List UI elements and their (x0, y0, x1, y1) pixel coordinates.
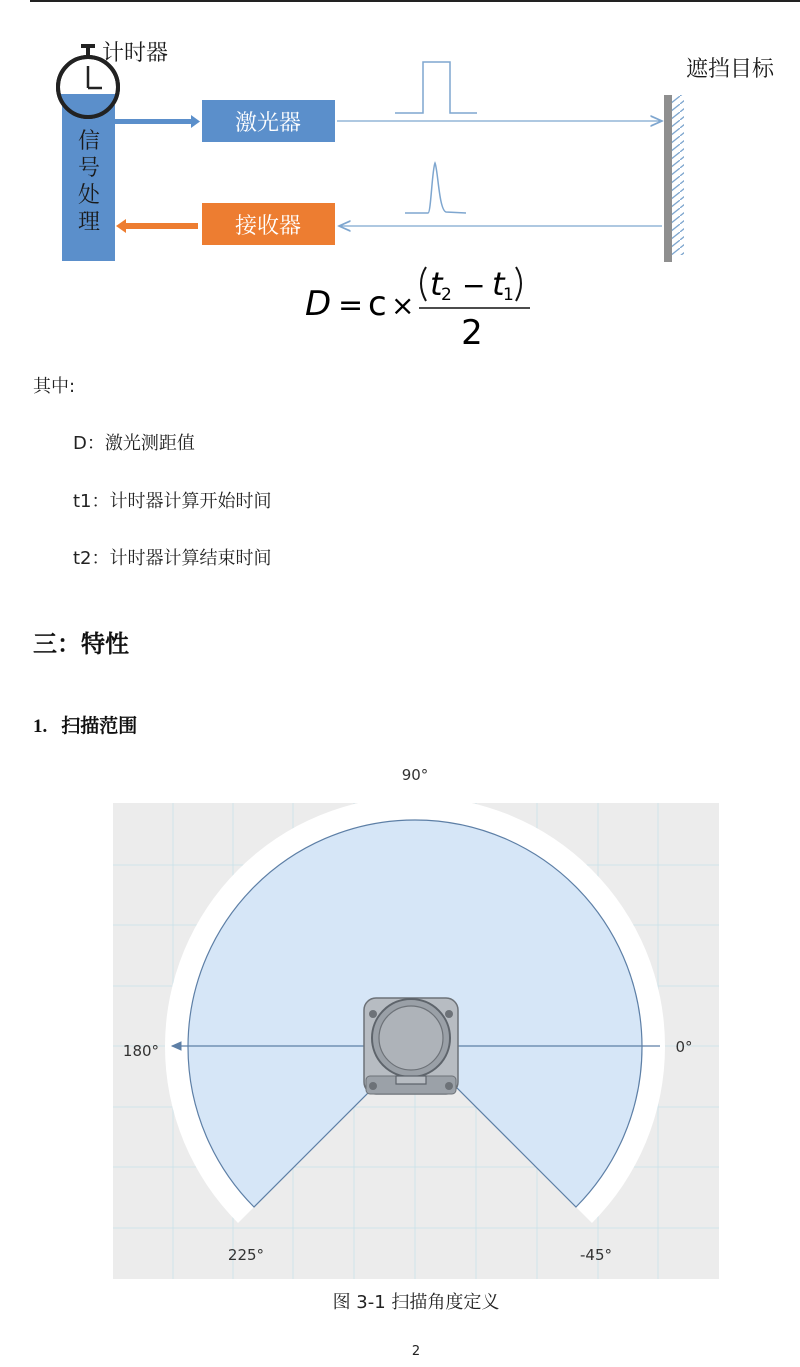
definition-t2: t2：计时器计算结束时间 (73, 548, 272, 569)
signal-label-3: 处 (77, 183, 101, 208)
target-hatch (672, 95, 684, 255)
subsection-number: 1. (33, 716, 48, 737)
subsection-title: 扫描范围 (61, 715, 138, 737)
angle-label-90: 90° (401, 766, 429, 784)
signal-label-4: 理 (77, 210, 101, 235)
formula-t2: t (430, 265, 443, 303)
formula-lhs: D (305, 284, 332, 324)
lidar-sensor-icon (364, 998, 458, 1094)
scan-range-figure (0, 755, 800, 1315)
figure-caption: 图 3-1 扫描角度定义 (332, 1292, 500, 1313)
angle-label-0: 0° (675, 1038, 693, 1056)
formula-c: c (368, 284, 387, 324)
distance-formula (290, 258, 550, 353)
signal-to-laser-arrow (115, 115, 200, 128)
receiver-to-signal-arrow (116, 219, 198, 233)
section-title: 三：特性 (33, 630, 129, 658)
formula-denominator: 2 (461, 313, 483, 353)
angle-label-225: 225° (227, 1246, 265, 1264)
formula-eq: = (338, 288, 364, 323)
formula-t2-sub: 2 (441, 285, 452, 305)
angle-label-180: 180° (122, 1042, 160, 1060)
receiver-label: 接收器 (234, 214, 302, 239)
laser-label: 激光器 (234, 111, 302, 136)
signal-label-1: 信 (77, 129, 101, 154)
where-label: 其中: (33, 376, 76, 397)
formula-paren-close (516, 267, 521, 301)
signal-label-2: 号 (77, 156, 101, 181)
formula-paren-open (421, 267, 426, 301)
target-label: 遮挡目标 (685, 57, 775, 82)
timer-label: 计时器 (102, 41, 169, 66)
formula-t1-sub: 1 (503, 285, 514, 305)
page-number: 2 (411, 1344, 421, 1359)
target-wall (664, 95, 672, 262)
subsection-heading (33, 711, 137, 738)
definition-t1: t1：计时器计算开始时间 (73, 491, 272, 512)
definition-d: D：激光测距值 (73, 433, 195, 454)
formula-minus: − (462, 269, 486, 302)
angle-label-neg45: -45° (580, 1246, 612, 1264)
ranging-diagram (0, 0, 800, 265)
received-pulse (405, 163, 466, 213)
emitted-pulse (395, 62, 477, 113)
formula-times: × (391, 289, 415, 322)
formula-t1: t (492, 265, 505, 303)
